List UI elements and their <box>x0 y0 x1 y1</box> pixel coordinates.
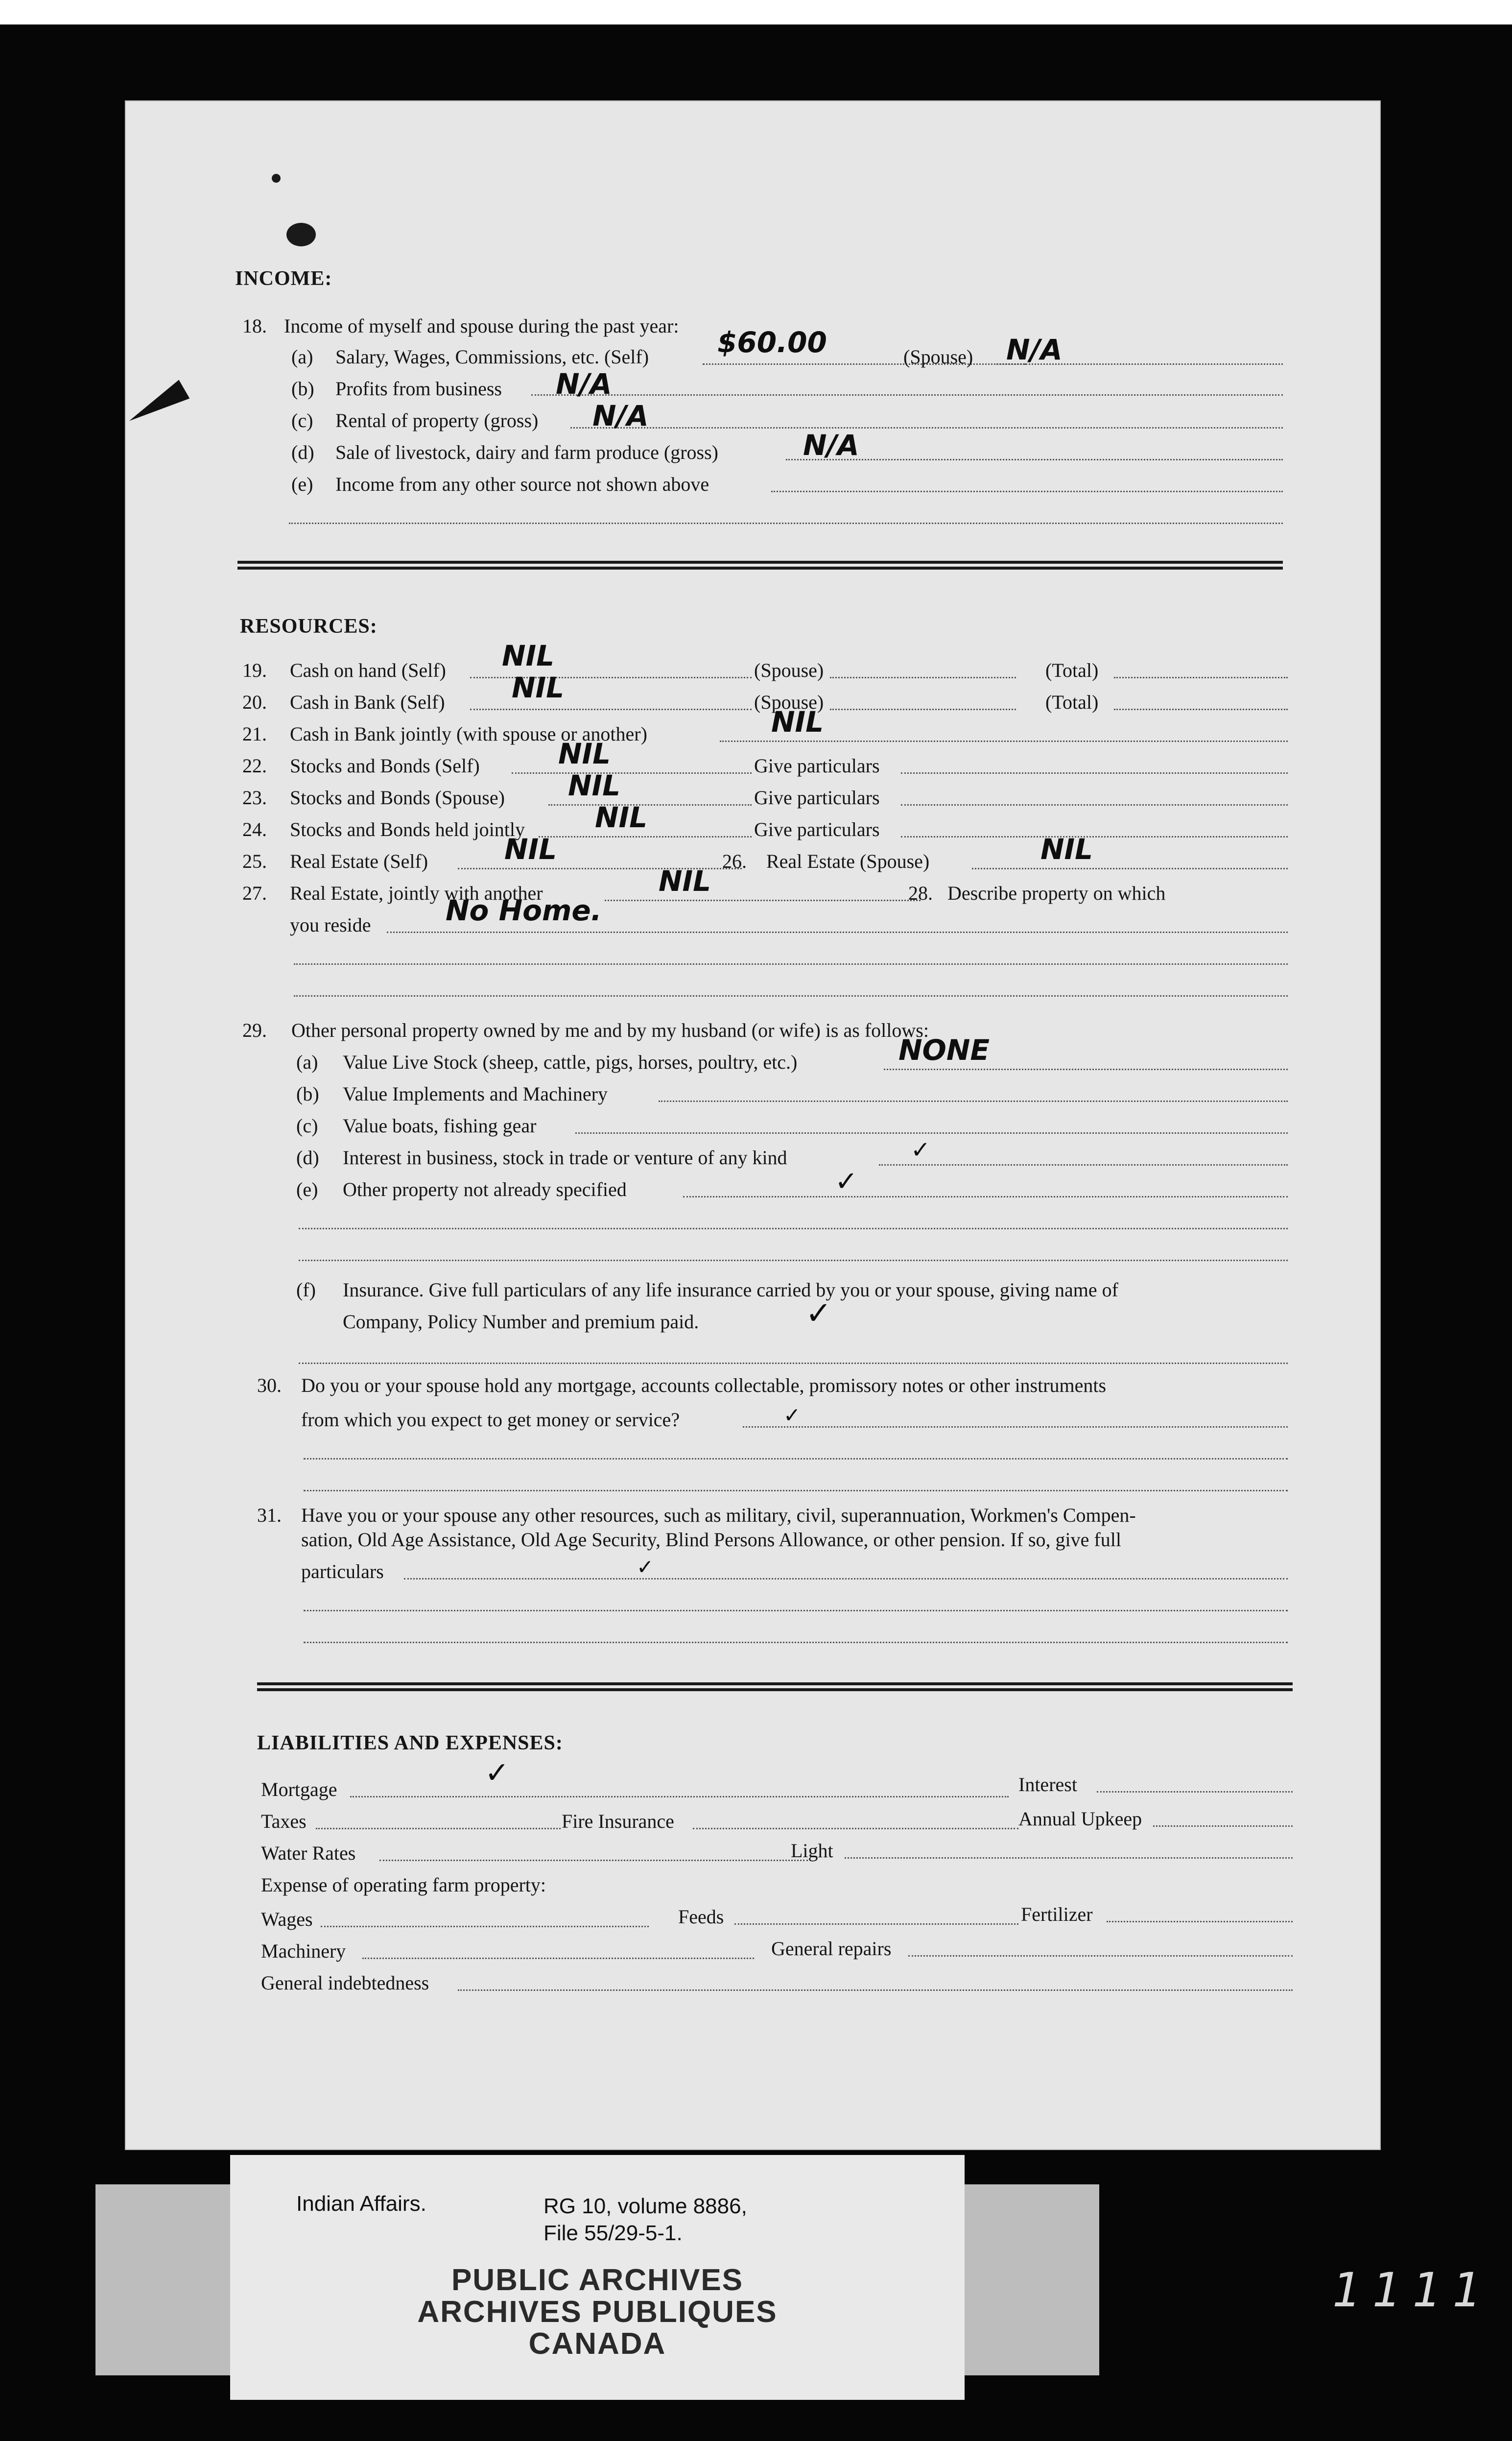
resources-heading: RESOURCES: <box>240 615 378 638</box>
annual-upkeep-label: Annual Upkeep <box>1018 1808 1142 1830</box>
q30-line2: from which you expect to get money or service? <box>301 1409 680 1431</box>
q29f-letter: (f) <box>296 1279 316 1301</box>
q29f-line1: Insurance. Give full particulars of any life insurance carried by you or your spouse, giving name of <box>343 1279 1118 1301</box>
q31-line-3 <box>304 1642 1288 1643</box>
q29-text: Other personal property owned by me and by my husband (or wife) is as follows: <box>291 1019 929 1041</box>
q28-line <box>387 932 1288 933</box>
q30-line-2 <box>304 1458 1288 1460</box>
q29e-line-3 <box>299 1260 1288 1261</box>
q26-value: NIL <box>1040 833 1093 866</box>
general-repairs-line <box>908 1955 1293 1957</box>
q18a-value: $60.00 <box>717 326 827 359</box>
q28-number: 28. <box>908 882 933 904</box>
light-line <box>845 1857 1293 1859</box>
machinery-label: Machinery <box>261 1940 346 1962</box>
q25-value: NIL <box>504 833 557 866</box>
q24-number: 24. <box>242 818 267 840</box>
q18d-line <box>786 459 1283 460</box>
q18a-label: Salary, Wages, Commissions, etc. (Self) <box>335 346 649 368</box>
q29e-label: Other property not already specified <box>343 1178 627 1200</box>
mortgage-label: Mortgage <box>261 1778 337 1800</box>
q18e-label: Income from any other source not shown above <box>335 473 709 495</box>
q21-label: Cash in Bank jointly (with spouse or another) <box>290 723 647 745</box>
q21-number: 21. <box>242 723 267 745</box>
general-indebtedness-line <box>458 1989 1293 1991</box>
q18c-value: N/A <box>592 399 649 432</box>
q29f-line <box>299 1363 1288 1364</box>
q31-check: ✓ <box>637 1555 654 1579</box>
water-rates-label: Water Rates <box>261 1842 356 1864</box>
q20-total-line <box>1114 709 1288 710</box>
q21-line <box>720 741 1288 742</box>
q25-label: Real Estate (Self) <box>290 850 428 872</box>
q18a-line <box>703 363 1026 365</box>
q29d-check: ✓ <box>911 1136 931 1164</box>
q23-particulars-line <box>901 804 1288 806</box>
q19-value: NIL <box>502 639 555 672</box>
q20-total: (Total) <box>1045 691 1099 713</box>
q18a-letter: (a) <box>291 346 313 368</box>
q29c-label: Value boats, fishing gear <box>343 1115 537 1137</box>
q27-value: NIL <box>659 864 711 898</box>
taxes-line <box>316 1828 561 1829</box>
q30-check: ✓ <box>783 1403 801 1427</box>
q30-number: 30. <box>257 1374 282 1396</box>
q24-line <box>539 836 752 838</box>
resources-divider <box>257 1682 1293 1691</box>
q29b-line <box>659 1101 1288 1102</box>
fertilizer-line <box>1107 1921 1293 1922</box>
q26-number: 26. <box>722 850 747 872</box>
q29f-check: ✓ <box>805 1295 832 1332</box>
q29e-check: ✓ <box>835 1166 858 1197</box>
q29e-line <box>683 1196 1288 1197</box>
q31-line1: Have you or your spouse any other resources, such as military, civil, superannuation, Workmen's Compen- <box>301 1504 1136 1526</box>
q18c-line <box>570 427 1283 429</box>
q27-label: Real Estate, jointly with another <box>290 882 543 904</box>
q22-label: Stocks and Bonds (Self) <box>290 755 480 777</box>
q18-text: Income of myself and spouse during the past year: <box>284 315 679 337</box>
q23-particulars: Give particulars <box>754 787 880 809</box>
q22-line <box>512 772 752 774</box>
q30-answer-line <box>743 1426 1288 1428</box>
q29d-label: Interest in business, stock in trade or venture of any kind <box>343 1147 787 1169</box>
q22-value: NIL <box>558 737 611 770</box>
q31-line3: particulars <box>301 1560 384 1582</box>
q25-number: 25. <box>242 850 267 872</box>
q28-label2: you reside <box>290 914 371 936</box>
feeds-line <box>734 1923 1018 1925</box>
q22-particulars: Give particulars <box>754 755 880 777</box>
q29a-value: NONE <box>898 1033 990 1067</box>
q29d-line <box>879 1164 1288 1166</box>
archive-stamp-line-1: PUBLIC ARCHIVES <box>451 2263 744 2297</box>
q29c-line <box>575 1132 1288 1134</box>
q28-line-2 <box>294 963 1288 965</box>
q24-label: Stocks and Bonds held jointly <box>290 818 525 840</box>
archive-reference-1: RG 10, volume 8886, <box>543 2194 747 2218</box>
wages-line <box>321 1926 649 1927</box>
income-heading: INCOME: <box>235 267 332 290</box>
farm-expense-label: Expense of operating farm property: <box>261 1874 546 1896</box>
fire-insurance-line <box>693 1828 1018 1829</box>
water-rates-line <box>379 1860 808 1861</box>
q29a-line <box>884 1069 1288 1070</box>
q18a-spouse-label: (Spouse) <box>903 346 973 368</box>
q18b-letter: (b) <box>291 378 314 400</box>
interest-line <box>1097 1791 1293 1793</box>
q19-number: 19. <box>242 659 267 681</box>
q20-spouse-line <box>830 709 1016 710</box>
film-top-edge <box>0 0 1512 24</box>
film-frame-number: 1111 <box>1332 2263 1492 2318</box>
q26-line <box>972 868 1288 869</box>
q29e-letter: (e) <box>296 1178 318 1200</box>
income-divider <box>237 561 1283 570</box>
fire-insurance-label: Fire Insurance <box>562 1810 674 1832</box>
q29b-label: Value Implements and Machinery <box>343 1083 608 1105</box>
q30-line-3 <box>304 1490 1288 1491</box>
q19-label: Cash on hand (Self) <box>290 659 446 681</box>
archive-reference-2: File 55/29-5-1. <box>543 2221 683 2245</box>
q18b-value: N/A <box>556 367 612 401</box>
q21-value: NIL <box>771 705 824 739</box>
q22-number: 22. <box>242 755 267 777</box>
q23-number: 23. <box>242 787 267 809</box>
q18b-line <box>531 394 1283 396</box>
q31-line2: sation, Old Age Assistance, Old Age Security, Blind Persons Allowance, or other pension. If so, give full <box>301 1529 1121 1551</box>
q19-total: (Total) <box>1045 659 1099 681</box>
q18-number: 18. <box>242 315 267 337</box>
q28-value: No Home. <box>446 894 602 927</box>
liabilities-heading: LIABILITIES AND EXPENSES: <box>257 1732 563 1754</box>
q23-line <box>548 804 752 806</box>
label-tab-right <box>957 2184 1099 2375</box>
q20-spouse: (Spouse) <box>754 691 824 713</box>
feeds-label: Feeds <box>678 1906 724 1928</box>
q24-particulars: Give particulars <box>754 818 880 840</box>
q19-spouse-line <box>830 677 1016 678</box>
q18b-label: Profits from business <box>335 378 502 400</box>
q23-value: NIL <box>568 769 621 802</box>
q18c-label: Rental of property (gross) <box>335 409 539 431</box>
q27-line <box>605 900 921 901</box>
ink-blot-small <box>272 174 281 183</box>
q31-line-2 <box>304 1610 1288 1611</box>
ink-blot <box>286 223 316 246</box>
q20-number: 20. <box>242 691 267 713</box>
fertilizer-label: Fertilizer <box>1021 1903 1093 1925</box>
light-label: Light <box>791 1840 833 1862</box>
q29d-letter: (d) <box>296 1147 319 1169</box>
q19-total-line <box>1114 677 1288 678</box>
general-indebtedness-label: General indebtedness <box>261 1972 429 1994</box>
q29c-letter: (c) <box>296 1115 318 1137</box>
taxes-label: Taxes <box>261 1810 307 1832</box>
interest-label: Interest <box>1018 1773 1077 1795</box>
q22-particulars-line <box>901 772 1288 774</box>
q29f-line2: Company, Policy Number and premium paid. <box>343 1311 699 1333</box>
wages-label: Wages <box>261 1908 313 1930</box>
q18a-spouse-value: N/A <box>1006 333 1063 366</box>
archive-label <box>230 2155 965 2400</box>
q29e-line-2 <box>299 1228 1288 1229</box>
machinery-line <box>362 1958 754 1959</box>
general-repairs-label: General repairs <box>771 1938 892 1960</box>
q29-number: 29. <box>242 1019 267 1041</box>
q29a-label: Value Live Stock (sheep, cattle, pigs, horses, poultry, etc.) <box>343 1051 798 1073</box>
q24-value: NIL <box>595 801 648 834</box>
q23-label: Stocks and Bonds (Spouse) <box>290 787 505 809</box>
annual-upkeep-line <box>1153 1825 1293 1827</box>
q26-label: Real Estate (Spouse) <box>766 850 930 872</box>
form-page <box>125 100 1381 2150</box>
label-tab-left <box>95 2184 237 2375</box>
q30-line1: Do you or your spouse hold any mortgage, accounts collectable, promissory notes or other instruments <box>301 1374 1107 1396</box>
q29a-letter: (a) <box>296 1051 318 1073</box>
q28-line-3 <box>294 995 1288 997</box>
q28-label: Describe property on which <box>947 882 1166 904</box>
q20-value: NIL <box>512 671 565 704</box>
q31-number: 31. <box>257 1504 282 1526</box>
q29b-letter: (b) <box>296 1083 319 1105</box>
q18e-line <box>771 491 1283 492</box>
q19-spouse: (Spouse) <box>754 659 824 681</box>
q18d-letter: (d) <box>291 441 314 463</box>
q27-number: 27. <box>242 882 267 904</box>
q18d-label: Sale of livestock, dairy and farm produce (gross) <box>335 441 718 463</box>
archive-stamp-line-3: CANADA <box>528 2327 666 2361</box>
q18c-letter: (c) <box>291 409 313 431</box>
q24-particulars-line <box>901 836 1288 838</box>
archive-stamp-line-2: ARCHIVES PUBLIQUES <box>417 2295 778 2329</box>
q18e-letter: (e) <box>291 473 313 495</box>
q18e-line-2 <box>289 523 1283 524</box>
mortgage-check: ✓ <box>485 1756 510 1790</box>
q20-label: Cash in Bank (Self) <box>290 691 445 713</box>
q18d-value: N/A <box>803 429 859 462</box>
mortgage-line <box>350 1796 1009 1797</box>
q20-line <box>470 709 752 710</box>
archive-department: Indian Affairs. <box>296 2192 426 2216</box>
q31-answer-line <box>404 1578 1288 1579</box>
